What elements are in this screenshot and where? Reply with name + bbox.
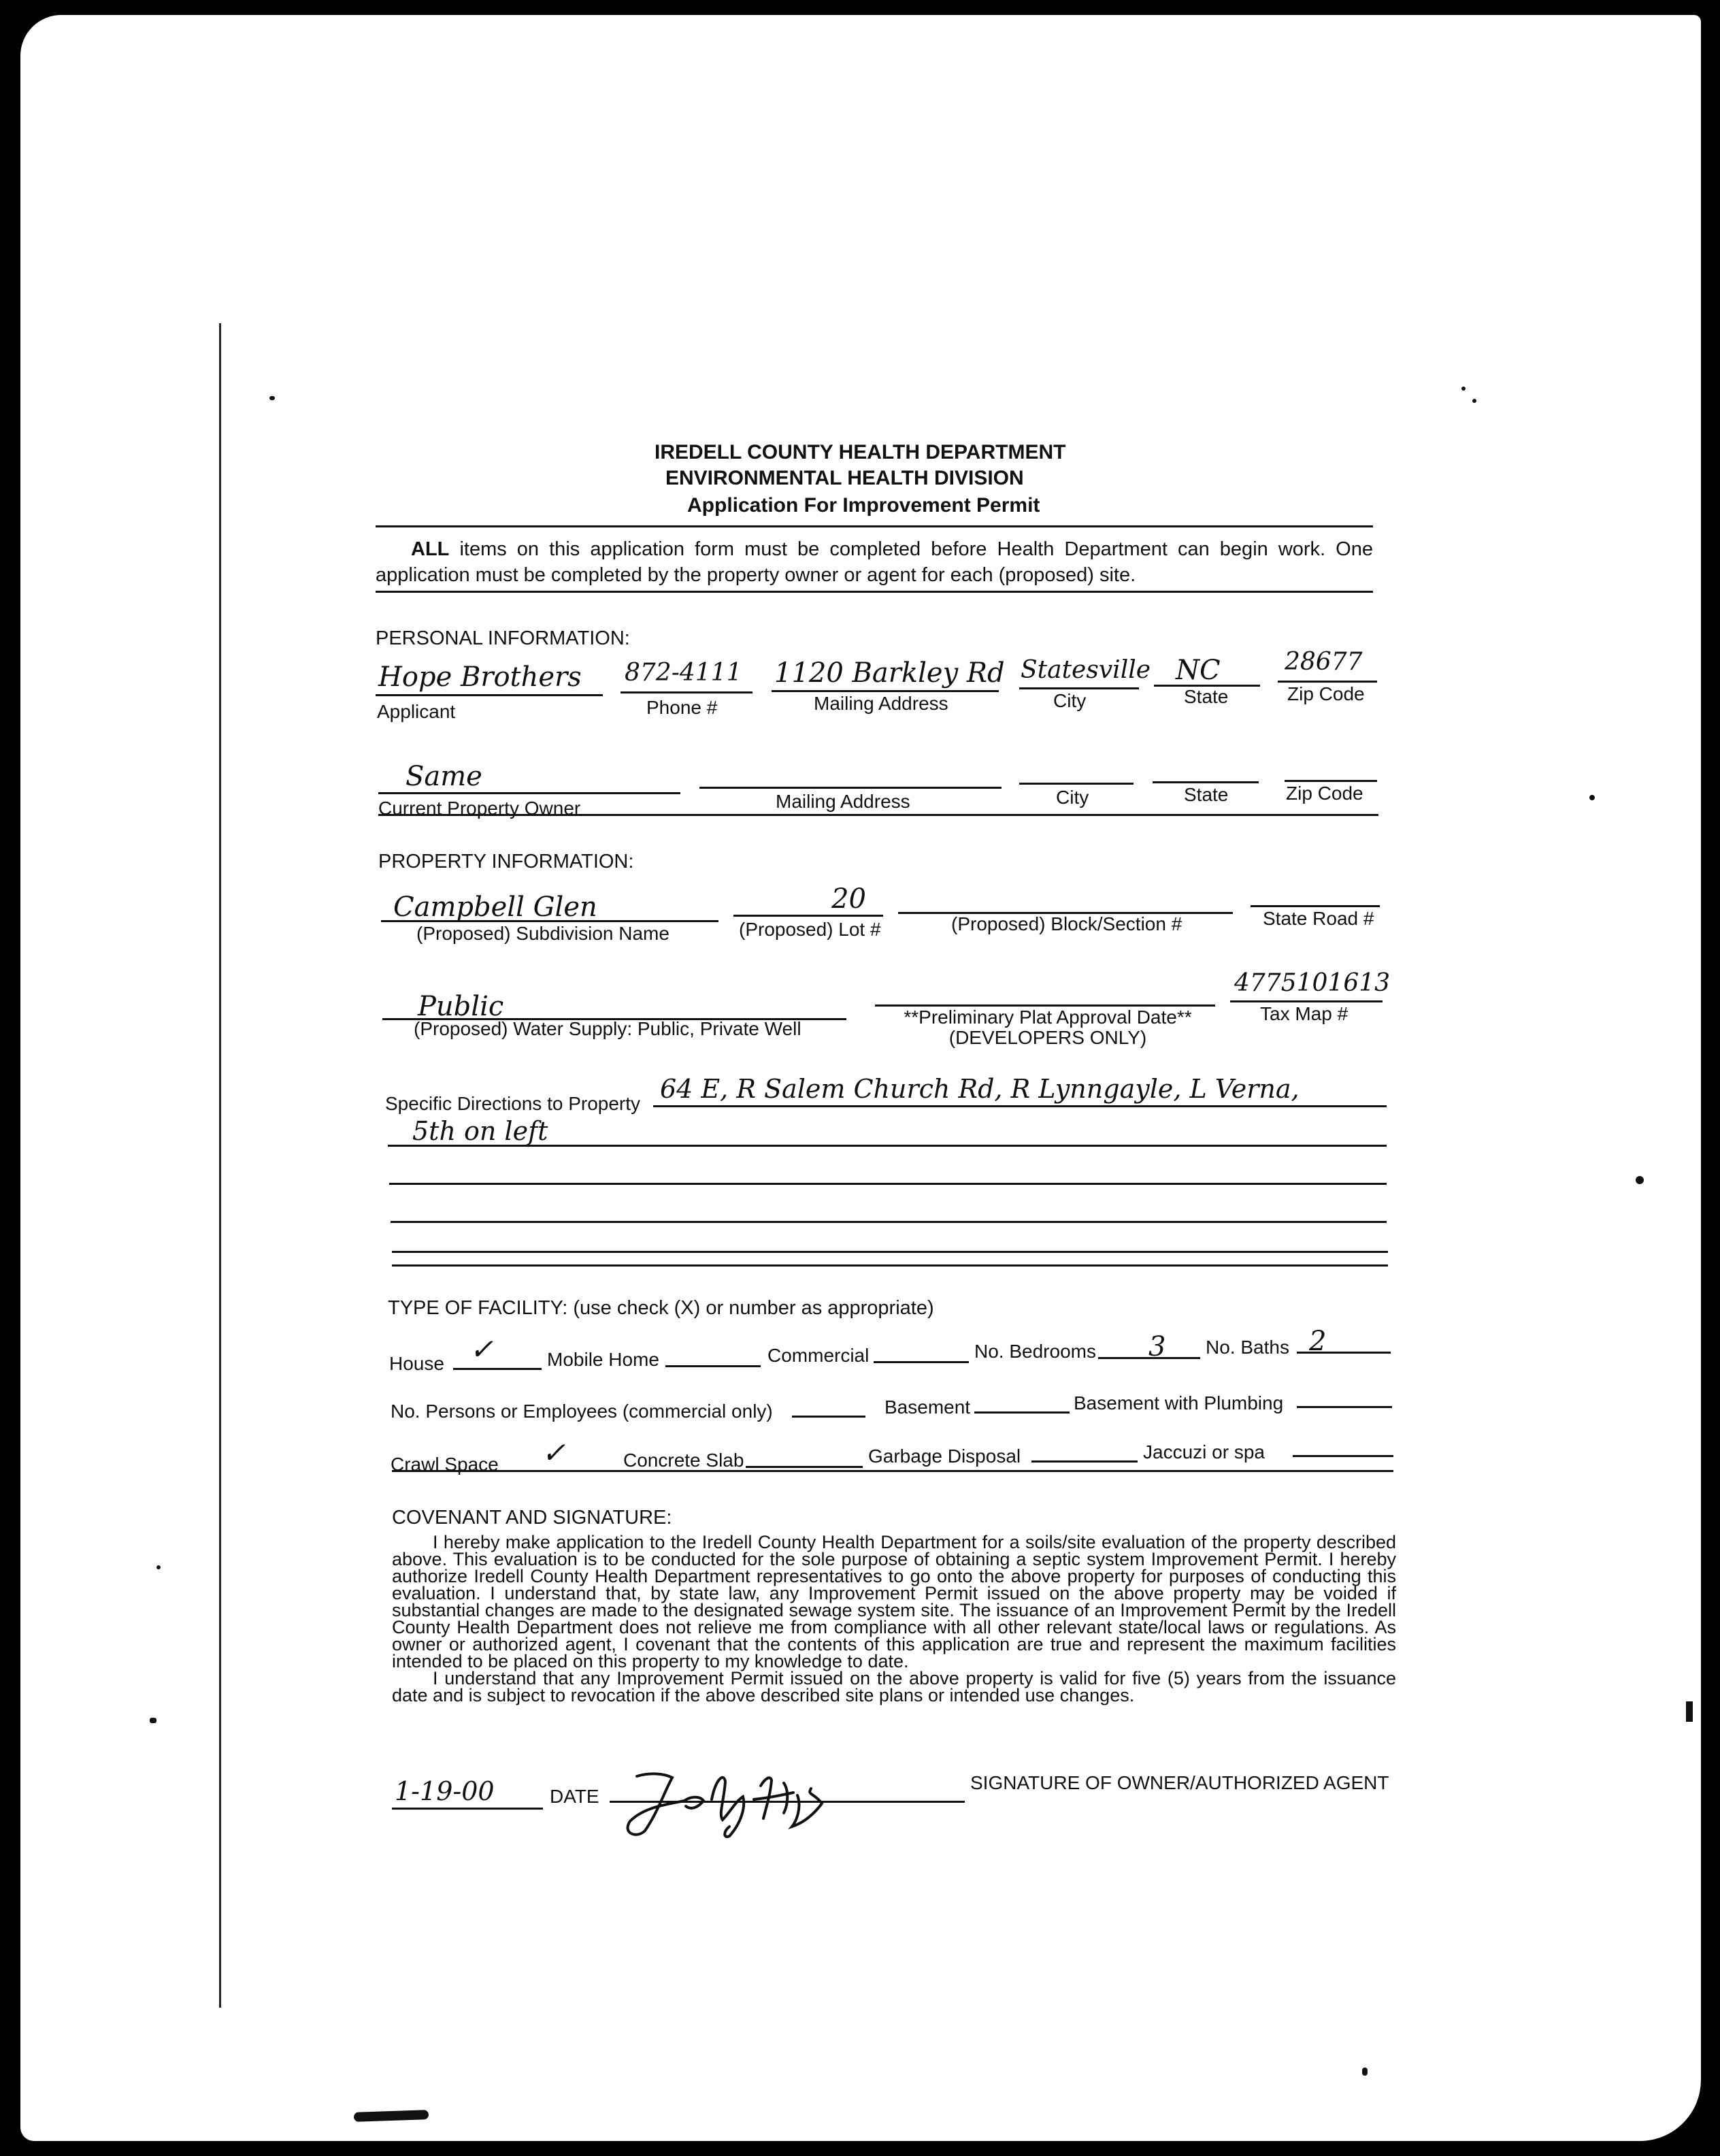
signature-label: SIGNATURE OF OWNER/AUTHORIZED AGENT: [970, 1772, 1389, 1793]
crawl-space-label: Crawl Space: [391, 1454, 499, 1475]
zip-label: Zip Code: [1287, 683, 1365, 704]
signature-date-line: [392, 1808, 543, 1810]
plat-date-label-line2: (DEVELOPERS ONLY): [948, 1027, 1147, 1048]
division-title: ENVIRONMENTAL HEALTH DIVISION: [665, 467, 1024, 489]
state-road-line: [1251, 905, 1380, 907]
instructions-bold: ALL: [411, 538, 450, 560]
personal-info-heading: PERSONAL INFORMATION:: [376, 627, 630, 649]
directions-line1: [653, 1105, 1387, 1107]
directions-label: Specific Directions to Property: [385, 1093, 641, 1114]
lot-label: (Proposed) Lot #: [739, 919, 881, 940]
garbage-disposal-line: [1031, 1460, 1138, 1463]
property-info-heading: PROPERTY INFORMATION:: [378, 851, 634, 872]
directions-line4: [391, 1221, 1387, 1223]
jaccuzi-line: [1293, 1455, 1393, 1457]
basement-plumbing-line: [1297, 1406, 1392, 1408]
owner-value: Same: [406, 761, 482, 792]
house-value: ✓: [469, 1333, 494, 1366]
owner-state-line: [1153, 781, 1259, 783]
signature-date-value: 1-19-00: [395, 1776, 495, 1806]
owner-label: Current Property Owner: [378, 798, 581, 819]
phone-line: [621, 691, 752, 693]
left-margin-line: [219, 323, 221, 2008]
scan-mark: [1461, 387, 1466, 391]
directions-line2-value: 5th on left: [412, 1116, 548, 1146]
house-line: [453, 1368, 542, 1370]
mobile-home-line: [665, 1365, 761, 1367]
subdivision-label: (Proposed) Subdivision Name: [416, 923, 669, 944]
state-label: State: [1184, 686, 1229, 707]
scan-mark: [156, 1565, 161, 1569]
owner-zip-line: [1285, 780, 1377, 782]
mailing-address-line: [772, 690, 999, 692]
tax-map-value: 4775101613: [1234, 969, 1391, 997]
crawl-space-value: ✓: [542, 1436, 566, 1469]
applicant-label: Applicant: [377, 701, 456, 722]
owner-address-label: Mailing Address: [776, 791, 910, 812]
water-supply-value: Public: [418, 991, 504, 1022]
concrete-slab-label: Concrete Slab: [623, 1450, 744, 1471]
personal-rule: [378, 814, 1378, 816]
lot-line: [733, 915, 883, 917]
date-label: DATE: [550, 1786, 599, 1807]
scan-mark: [150, 1718, 156, 1723]
form-title: Application For Improvement Permit: [687, 494, 1040, 517]
water-supply-label: (Proposed) Water Supply: Public, Private Well: [414, 1018, 801, 1039]
scan-mark: [1636, 1176, 1644, 1184]
instructions-rule: [376, 591, 1373, 593]
garbage-disposal-label: Garbage Disposal: [868, 1446, 1021, 1467]
facility-heading: TYPE OF FACILITY: (use check (X) or number as appropriate): [388, 1297, 934, 1319]
owner-zip-label: Zip Code: [1286, 783, 1363, 804]
baths-line: [1297, 1352, 1391, 1354]
department-title: IREDELL COUNTY HEALTH DEPARTMENT: [655, 441, 1066, 463]
state-road-label: State Road #: [1263, 908, 1374, 929]
bedrooms-value: 3: [1148, 1331, 1166, 1362]
signature-line: [610, 1801, 965, 1803]
bedrooms-line: [1098, 1357, 1200, 1359]
owner-state-label: State: [1184, 784, 1229, 805]
title-rule: [376, 525, 1373, 527]
instructions-text: items on this application form must be completed before Health Department can begin work. One application must be completed by the property owner or agent for each (proposed) site.: [376, 538, 1373, 586]
mobile-home-label: Mobile Home: [547, 1349, 659, 1370]
persons-label: No. Persons or Employees (commercial only): [391, 1401, 773, 1422]
applicant-value: Hope Brothers: [378, 662, 582, 693]
covenant-heading: COVENANT AND SIGNATURE:: [392, 1507, 672, 1529]
directions-line2: [388, 1145, 1387, 1147]
covenant-text: [392, 1534, 1396, 1704]
mailing-address-label: Mailing Address: [814, 693, 948, 714]
covenant-paragraph-2: I understand that any Improvement Permit issued on the above property is valid for five (5) years from the issuance date and is subject to revocation if the above described site plans or intended use changes.: [392, 1668, 1396, 1705]
block-label: (Proposed) Block/Section #: [951, 913, 1182, 934]
applicant-line: [376, 694, 603, 696]
concrete-slab-line: [746, 1466, 863, 1468]
facility-rule: [392, 1470, 1393, 1472]
directions-line3: [389, 1183, 1387, 1185]
subdivision-line: [381, 920, 718, 922]
directions-line1-value: 64 E, R Salem Church Rd, R Lynngayle, L Verna,: [660, 1074, 1300, 1104]
owner-city-line: [1019, 783, 1134, 785]
mailing-address-value: 1120 Barkley Rd: [774, 657, 1005, 689]
instructions: [376, 536, 1373, 588]
basement-label: Basement: [884, 1396, 971, 1418]
lot-value: 20: [831, 883, 866, 915]
tax-map-label: Tax Map #: [1260, 1003, 1349, 1024]
plat-date-label: [886, 1007, 1210, 1048]
directions-rule: [392, 1264, 1388, 1267]
state-value: NC: [1176, 655, 1221, 686]
scan-mark: [269, 396, 275, 400]
basement-line: [974, 1411, 1070, 1414]
zip-line: [1278, 681, 1377, 683]
owner-line: [378, 792, 680, 794]
bedrooms-label: No. Bedrooms: [974, 1341, 1096, 1362]
basement-plumbing-label: Basement with Plumbing: [1074, 1392, 1284, 1414]
owner-signature: [610, 1765, 834, 1840]
zip-value: 28677: [1285, 648, 1363, 676]
scan-mark: [1589, 795, 1595, 800]
tax-map-line: [1230, 1000, 1383, 1002]
plat-date-label-line1: **Preliminary Plat Approval Date**: [904, 1007, 1192, 1028]
house-label: House: [389, 1353, 444, 1374]
jaccuzi-label: Jaccuzi or spa: [1143, 1441, 1265, 1463]
scan-mark: [1686, 1701, 1693, 1722]
commercial-line: [874, 1361, 969, 1363]
subdivision-value: Campbell Glen: [393, 892, 597, 923]
owner-address-line: [699, 787, 1002, 789]
phone-value: 872-4111: [625, 659, 742, 687]
persons-line: [792, 1416, 865, 1418]
scan-mark: [1362, 2068, 1368, 2076]
owner-city-label: City: [1056, 787, 1089, 808]
city-line: [1019, 687, 1139, 689]
baths-value: 2: [1309, 1326, 1327, 1357]
baths-label: No. Baths: [1206, 1337, 1289, 1358]
covenant-paragraph-1: I hereby make application to the Iredell County Health Department for a soils/site evaluation of the property described above. This evaluation is to be conducted for the sole purpose of obtaining a septic system Improvement Permit. I hereby authorize Iredell County Health Department representatives to go onto the above property for purposes of conducting this evaluation. I understand that, by state law, any Improvement Permit issued on the above property may be voided if substantial changes are made to the designated sewage system site. The issuance of an Improvement Permit by the Iredell County Health Department does not relieve me from compliance with all other relevant state/local laws or regulations. As owner or authorized agent, I covenant that the contents of this application are true and represent the maximum facilities intended to be placed on this property to my knowledge to date.: [392, 1532, 1396, 1671]
directions-line5: [392, 1251, 1388, 1253]
scan-mark: [1472, 399, 1476, 403]
city-value: Statesville: [1021, 656, 1151, 684]
commercial-label: Commercial: [767, 1345, 870, 1366]
city-label: City: [1053, 690, 1087, 711]
phone-label: Phone #: [646, 697, 718, 718]
